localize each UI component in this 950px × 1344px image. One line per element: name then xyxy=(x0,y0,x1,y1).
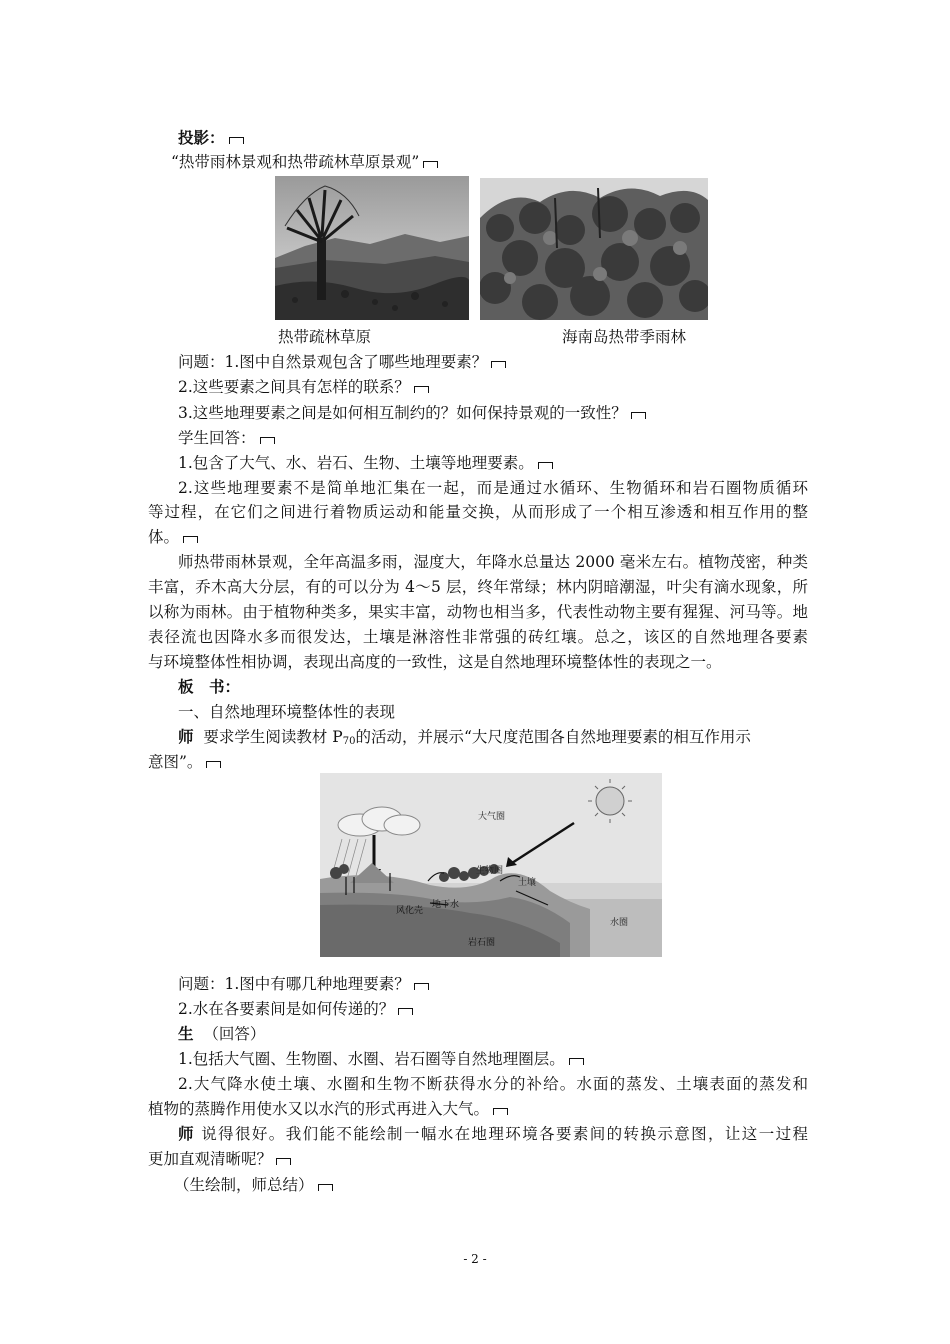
teacher-request-line-2: 意图”。 xyxy=(148,752,221,772)
paragraph-mark-icon xyxy=(183,536,198,543)
answer-1: 1.包含了大气、水、岩石、生物、土壤等地理要素。 xyxy=(178,453,553,473)
teacher-line-1: 师热带雨林景观，全年高温多雨，湿度大，年降水总量达 2000 毫米左右。植物茂密，种类 xyxy=(178,553,808,571)
paragraph-mark-icon xyxy=(569,1058,584,1065)
closing-note: （生绘制，师总结） xyxy=(174,1175,333,1195)
board-heading: 板 书： xyxy=(178,678,241,696)
teacher-line-5: 与环境整体性相协调，表现出高度的一致性，这是自然地理环境整体性的表现之一。 xyxy=(148,653,722,671)
paragraph-mark-icon xyxy=(260,437,275,444)
student-response: 生 （回答） xyxy=(178,1025,266,1043)
teacher-request-line-1: 师 要求学生阅读教材 $P_{70}$的活动，并展示“大尺度范围各自然地理要素的相互作用示 xyxy=(178,728,751,747)
soil-label: 土壤 xyxy=(518,878,537,888)
paragraph-mark-icon xyxy=(276,1158,291,1165)
paragraph-mark-icon xyxy=(414,983,429,990)
rainforest-photo xyxy=(480,178,708,320)
question-2: 2.这些要素之间具有怎样的联系？ xyxy=(178,377,429,397)
projection-heading: 投影： xyxy=(178,128,244,148)
projection-title: “热带雨林景观和热带疏林草原景观” xyxy=(171,152,438,172)
student-answer-heading: 学生回答： xyxy=(178,428,275,448)
atmosphere-label: 大气圈 xyxy=(478,812,506,822)
teacher-line-4: 表径流也因降水多而很发达，土壤是淋溶性非常强的砖红壤。总之，该区的自然地理各要素 xyxy=(148,628,808,646)
paragraph-mark-icon xyxy=(493,1108,508,1115)
weathering-crust-label: 风化壳 xyxy=(396,906,424,916)
question-5: 2.水在各要素间是如何传递的？ xyxy=(178,999,413,1019)
lithosphere-label: 岩石圈 xyxy=(468,938,496,948)
savanna-caption: 热带疏林草原 xyxy=(278,328,372,346)
biosphere-label: 生物圈 xyxy=(476,866,504,876)
answer-3: 1.包括大气圈、生物圈、水圈、岩石圈等自然地理圈层。 xyxy=(178,1049,584,1069)
answer-4-line-2: 植物的蒸腾作用使水又以水汽的形式再进入大气。 xyxy=(148,1099,508,1119)
paragraph-mark-icon xyxy=(491,361,506,368)
paragraph-mark-icon xyxy=(631,412,646,419)
teacher-reply-line-1: 师 说得很好。我们能不能绘制一幅水在地理环境各要素间的转换示意图，让这一过程 xyxy=(178,1125,808,1143)
paragraph-mark-icon xyxy=(318,1184,333,1191)
geosphere-interaction-diagram xyxy=(320,773,662,957)
question-1: 问题：1.图中自然景观包含了哪些地理要素？ xyxy=(178,352,506,372)
paragraph-mark-icon xyxy=(398,1008,413,1015)
answer-2-line-1: 2.这些地理要素不是简单地汇集在一起，而是通过水循环、生物循环和岩石圈物质循环 xyxy=(178,479,808,497)
paragraph-mark-icon xyxy=(206,761,221,768)
paragraph-mark-icon xyxy=(423,161,438,168)
groundwater-label: 地下水 xyxy=(432,900,460,910)
hydrosphere-label: 水圈 xyxy=(610,918,629,928)
answer-4-line-1: 2.大气降水使土壤、水圈和生物不断获得水分的补给。水面的蒸发、土壤表面的蒸发和 xyxy=(178,1075,808,1093)
page-number: - 2 - xyxy=(463,1252,487,1266)
board-item: 一、自然地理环境整体性的表现 xyxy=(178,703,396,721)
teacher-line-3: 以称为雨林。由于植物种类多，果实丰富，动物也相当多，代表性动物主要有猩猩、河马等。地 xyxy=(148,603,808,621)
paragraph-mark-icon xyxy=(538,462,553,469)
paragraph-mark-icon xyxy=(229,137,244,144)
answer-2-line-3: 体。 xyxy=(148,527,198,547)
rainforest-caption: 海南岛热带季雨林 xyxy=(562,328,687,346)
question-3: 3.这些地理要素之间是如何相互制约的？如何保持景观的一致性？ xyxy=(178,403,646,423)
teacher-reply-line-2: 更加直观清晰呢？ xyxy=(148,1149,291,1169)
question-4: 问题：1.图中有哪几种地理要素？ xyxy=(178,974,429,994)
answer-2-line-2: 等过程，在它们之间进行着物质运动和能量交换，从而形成了一个相互渗透和相互作用的整 xyxy=(148,503,808,521)
paragraph-mark-icon xyxy=(414,386,429,393)
savanna-photo xyxy=(275,176,469,320)
teacher-line-2: 丰富，乔木高大分层，有的可以分为 4～5 层，终年常绿；林内阴暗潮湿，叶尖有滴水现象，所 xyxy=(148,578,808,596)
